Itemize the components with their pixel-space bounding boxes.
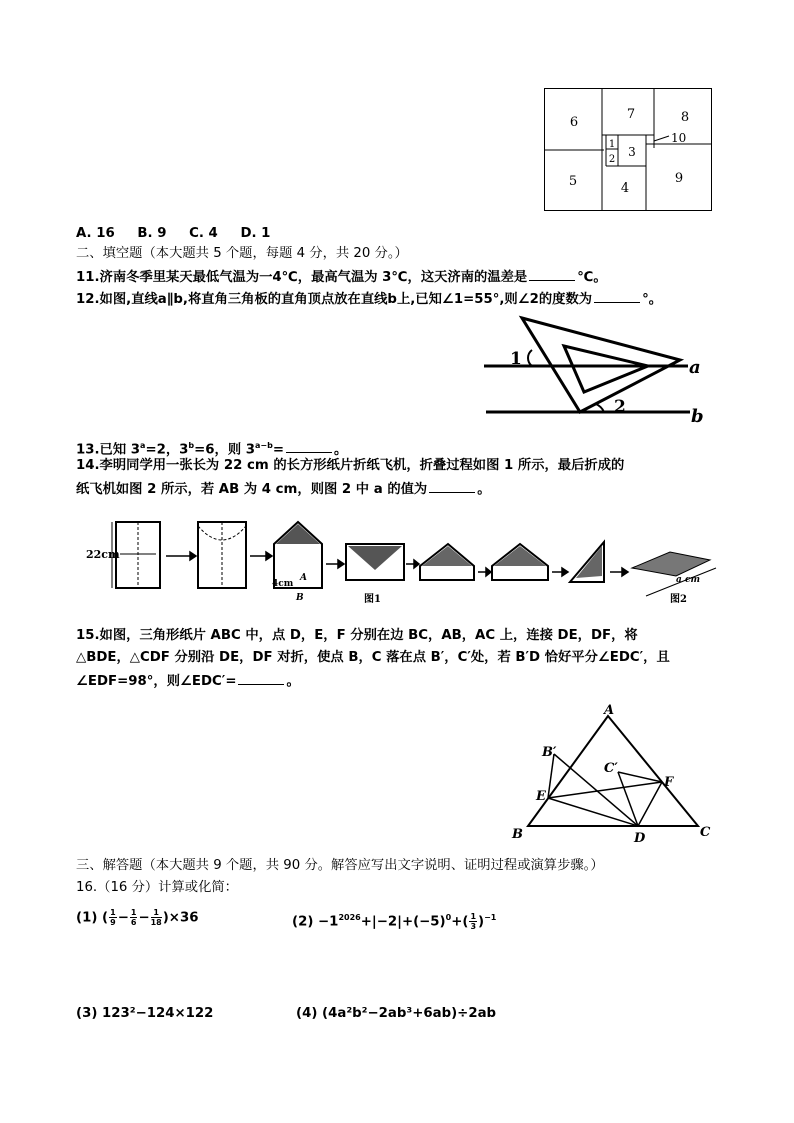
q14-figure: [86, 514, 726, 608]
frac-den: 9: [110, 918, 116, 927]
frac-num: 1: [130, 908, 137, 917]
q16-p1-prefix: (1) (: [76, 910, 109, 926]
angle-2-label: 2: [614, 397, 626, 417]
q15-line1: 15.如图，三角形纸片 ABC 中，点 D，E，F 分别在边 BC，AB，AC 上，连接 DE，DF，将: [76, 628, 638, 643]
grid-label-1: 1: [608, 139, 616, 150]
fig2-label: 图2: [670, 594, 687, 605]
q16-p2-mid: +|−2|+(−5): [360, 914, 446, 930]
q16-p2-frac: [469, 912, 477, 931]
q16-p1-minus2: −: [138, 910, 150, 926]
pt-Cp: C′: [604, 761, 618, 776]
section3-header: 三、解答题（本大题共 9 个题，共 90 分。解答应写出文字说明、证明过程或演算步骤。）: [76, 858, 604, 873]
q15-line3-text: ∠EDF=98°，则∠EDC′=: [76, 674, 237, 689]
q13-answer-blank[interactable]: [286, 438, 332, 453]
grid-label-10: 10: [671, 131, 687, 145]
q16-part1: [76, 908, 198, 929]
section2-header: 二、填空题（本大题共 5 个题，每题 4 分，共 20 分。）: [76, 246, 408, 261]
option-b: B. 9: [137, 226, 167, 241]
pt-D: D: [634, 831, 646, 844]
q13-exp-a: a: [140, 441, 146, 450]
frac-den: 3: [470, 921, 477, 931]
q16-p1-minus1: −: [117, 910, 129, 926]
q12: [76, 288, 662, 310]
option-d: D. 1: [240, 226, 271, 241]
q15-line2: △BDE，△CDF 分别沿 DE，DF 对折，使点 B，C 落在点 B′，C′处，若 B′D 恰好平分∠EDC′，且: [76, 650, 670, 665]
grid-label-9: 9: [674, 171, 684, 186]
q11-answer-blank[interactable]: [529, 266, 575, 281]
q16-p1-suffix: )×36: [162, 910, 199, 926]
q16-part2: [292, 908, 496, 932]
frac-den: 6: [130, 918, 137, 927]
q16-p2-exp2: 0: [445, 913, 452, 922]
q16-p1-frac3: [151, 908, 162, 927]
q15-line3: [76, 670, 300, 692]
q10-grid-figure: [544, 88, 712, 212]
angle-1-label: 1: [510, 349, 522, 369]
q11-text: 11.济南冬季里某天最低气温为一4℃，最高气温为 3℃，这天济南的温差是: [76, 270, 528, 285]
acm-label: a cm: [676, 575, 700, 585]
q15-line3-end: 。: [286, 674, 300, 689]
q12-text: 12.如图,直线a∥b,将直角三角板的直角顶点放在直线b上,已知∠1=55°,则∠2的度数为: [76, 292, 593, 307]
fig1-label: 图1: [364, 594, 381, 605]
q11-unit: ℃。: [577, 270, 607, 285]
q14-answer-blank[interactable]: [429, 478, 475, 493]
q13-mid2: =6，则 3: [194, 442, 255, 458]
q12-figure: [480, 314, 710, 434]
line-a-label: a: [689, 357, 701, 378]
pt-A: A: [604, 703, 615, 718]
frac-num: 1: [110, 908, 116, 917]
q16-title: 16.（16 分）计算或化简：: [76, 880, 238, 895]
ab-label: 4cm: [272, 579, 294, 589]
q16-p2-close: ): [478, 914, 485, 930]
option-a: A. 16: [76, 226, 115, 241]
b-point-label: B: [296, 593, 304, 603]
q16-part3: (3) 123²−124×122: [76, 1006, 214, 1021]
pt-F: F: [664, 775, 674, 790]
option-c: C. 4: [189, 226, 218, 241]
length-label: 22cm: [86, 548, 120, 561]
q13-exp-ab: a−b: [255, 441, 273, 450]
q13-suffix: 。: [333, 442, 348, 458]
grid-label-6: 6: [569, 115, 579, 130]
q13-prefix: 13.已知 3: [76, 442, 141, 458]
pt-Bp: B′: [542, 745, 557, 760]
q14-line2-end: 。: [477, 482, 491, 497]
grid-label-3: 3: [628, 145, 636, 159]
q13-mid1: =2，3: [145, 442, 189, 458]
q11: [76, 266, 607, 288]
frac-num: 1: [151, 908, 162, 918]
grid-label-8: 8: [680, 110, 690, 125]
pt-B: B: [512, 827, 523, 842]
q12-unit: °。: [642, 292, 663, 307]
q13-exp-b: b: [188, 441, 195, 450]
a-point-label: A: [300, 573, 307, 583]
grid-label-2: 2: [608, 154, 616, 165]
q15-answer-blank[interactable]: [238, 670, 284, 685]
grid-label-5: 5: [568, 174, 578, 189]
q16-p2-exp3: −1: [484, 913, 497, 922]
q16-p1-frac1: [109, 908, 117, 927]
q16-p1-frac2: [130, 908, 138, 927]
grid-label-7: 7: [626, 107, 636, 122]
frac-den: 18: [150, 918, 162, 927]
q16-part4: (4) (4a²b²−2ab³+6ab)÷2ab: [296, 1006, 497, 1021]
frac-num: 1: [470, 911, 477, 921]
q16-p2-prefix: (2) −1: [292, 914, 339, 930]
pt-C: C: [700, 825, 711, 840]
q15-figure: [508, 700, 718, 844]
q14-line2-text: 纸飞机如图 2 所示，若 AB 为 4 cm，则图 2 中 a 的值为: [76, 482, 428, 497]
q12-answer-blank[interactable]: [594, 288, 640, 303]
line-b-label: b: [691, 406, 704, 427]
q16-p2-plus: +(: [451, 914, 469, 930]
grid-label-4: 4: [620, 181, 630, 196]
q13-mid3: =: [272, 442, 284, 458]
q14-line2: [76, 478, 491, 500]
pt-E: E: [536, 789, 546, 804]
q14-line1: 14.李明同学用一张长为 22 cm 的长方形纸片折纸飞机，折叠过程如图 1 所示，最后折成的: [76, 458, 625, 473]
q16-p2-exp1: 2026: [338, 913, 361, 922]
q10-options: [76, 224, 270, 244]
